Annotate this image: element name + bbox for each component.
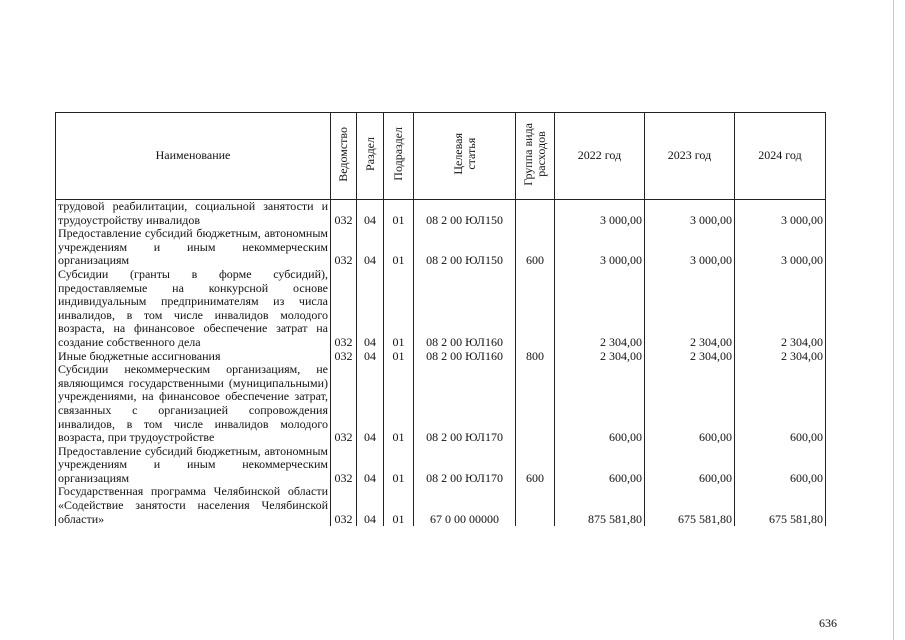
row-target-item: 08 2 00 ЮЛ150 [414, 227, 516, 268]
row-department: 032 [331, 268, 357, 350]
row-section: 04 [357, 485, 384, 526]
row-subsection: 01 [384, 268, 414, 350]
row-subsection: 01 [384, 485, 414, 526]
row-name: Иные бюджетные ассигнования [56, 350, 331, 364]
row-name: Предоставление субсидий бюджетным, автономным учреждениям и иным некоммерческим организациям [56, 227, 331, 268]
row-subsection: 01 [384, 363, 414, 445]
table-row [56, 363, 826, 445]
row-section: 04 [357, 227, 384, 268]
row-department: 032 [331, 227, 357, 268]
row-expense-group [516, 363, 555, 445]
row-target-item: 08 2 00 ЮЛ160 [414, 268, 516, 350]
row-expense-group [516, 268, 555, 350]
row-target-item: 67 0 00 00000 [414, 485, 516, 526]
row-2023: 675 581,80 [645, 485, 735, 526]
row-2022: 3 000,00 [555, 227, 645, 268]
row-2023: 3 000,00 [645, 227, 735, 268]
row-name: трудовой реабилитации, социальной занятости и трудоустройству инвалидов [56, 200, 331, 228]
row-department: 032 [331, 445, 357, 486]
header-name: Наименование [56, 113, 331, 200]
row-subsection: 01 [384, 350, 414, 364]
header-target-item: Целевая статья [414, 113, 516, 200]
row-2023: 600,00 [645, 363, 735, 445]
budget-table [55, 112, 826, 526]
table-row [56, 445, 826, 486]
row-department: 032 [331, 350, 357, 364]
row-subsection: 01 [384, 227, 414, 268]
header-2024: 2024 год [735, 113, 826, 200]
row-expense-group [516, 200, 555, 228]
row-section: 04 [357, 268, 384, 350]
row-section: 04 [357, 445, 384, 486]
header-2023: 2023 год [645, 113, 735, 200]
row-2023: 600,00 [645, 445, 735, 486]
row-target-item: 08 2 00 ЮЛ170 [414, 445, 516, 486]
row-target-item: 08 2 00 ЮЛ150 [414, 200, 516, 228]
row-subsection: 01 [384, 445, 414, 486]
page-number: 636 [819, 616, 837, 630]
row-name: Государственная программа Челябинской области «Содействие занятости населения Челябинской области» [56, 485, 331, 526]
row-2022: 875 581,80 [555, 485, 645, 526]
row-2024: 3 000,00 [735, 200, 826, 228]
row-2022: 600,00 [555, 445, 645, 486]
header-department: Ведомство [331, 113, 357, 200]
row-expense-group: 800 [516, 350, 555, 364]
row-2024: 600,00 [735, 363, 826, 445]
header-2022: 2022 год [555, 113, 645, 200]
row-expense-group: 600 [516, 227, 555, 268]
row-department: 032 [331, 485, 357, 526]
table-row [56, 485, 826, 526]
row-expense-group [516, 485, 555, 526]
row-2022: 2 304,00 [555, 350, 645, 364]
row-section: 04 [357, 200, 384, 228]
row-2024: 3 000,00 [735, 227, 826, 268]
row-2024: 600,00 [735, 445, 826, 486]
row-expense-group: 600 [516, 445, 555, 486]
table-row [56, 227, 826, 268]
page-edge-rule [893, 0, 894, 640]
row-name: Субсидии некоммерческим организациям, не являющимся государственными (муниципальными) учреждениями, на финансовое обеспечение затрат, связанных с организацией сопровождения инвалидов, в том числе инвалидов молодого возраста, при трудоустройстве [56, 363, 331, 445]
row-target-item: 08 2 00 ЮЛ160 [414, 350, 516, 364]
row-department: 032 [331, 363, 357, 445]
row-target-item: 08 2 00 ЮЛ170 [414, 363, 516, 445]
row-2022: 3 000,00 [555, 200, 645, 228]
row-section: 04 [357, 363, 384, 445]
row-2022: 600,00 [555, 363, 645, 445]
row-2024: 2 304,00 [735, 350, 826, 364]
row-department: 032 [331, 200, 357, 228]
header-expense-group: Группа вида расходов [516, 113, 555, 200]
header-subsection: Подраздел [384, 113, 414, 200]
row-2022: 2 304,00 [555, 268, 645, 350]
row-2024: 675 581,80 [735, 485, 826, 526]
table-row [56, 268, 826, 350]
table-row [56, 200, 826, 228]
row-name: Предоставление субсидий бюджетным, автономным учреждениям и иным некоммерческим организациям [56, 445, 331, 486]
row-2023: 2 304,00 [645, 268, 735, 350]
row-name: Субсидии (гранты в форме субсидий), предоставляемые на конкурсной основе индивидуальным предпринимателям из числа инвалидов, в том числе инвалидов молодого возраста, на финансовое обеспечение затрат на создание собственного дела [56, 268, 331, 350]
header-row [56, 113, 826, 200]
row-2023: 3 000,00 [645, 200, 735, 228]
row-subsection: 01 [384, 200, 414, 228]
table-row [56, 350, 826, 364]
row-2024: 2 304,00 [735, 268, 826, 350]
header-section: Раздел [357, 113, 384, 200]
row-section: 04 [357, 350, 384, 364]
row-2023: 2 304,00 [645, 350, 735, 364]
